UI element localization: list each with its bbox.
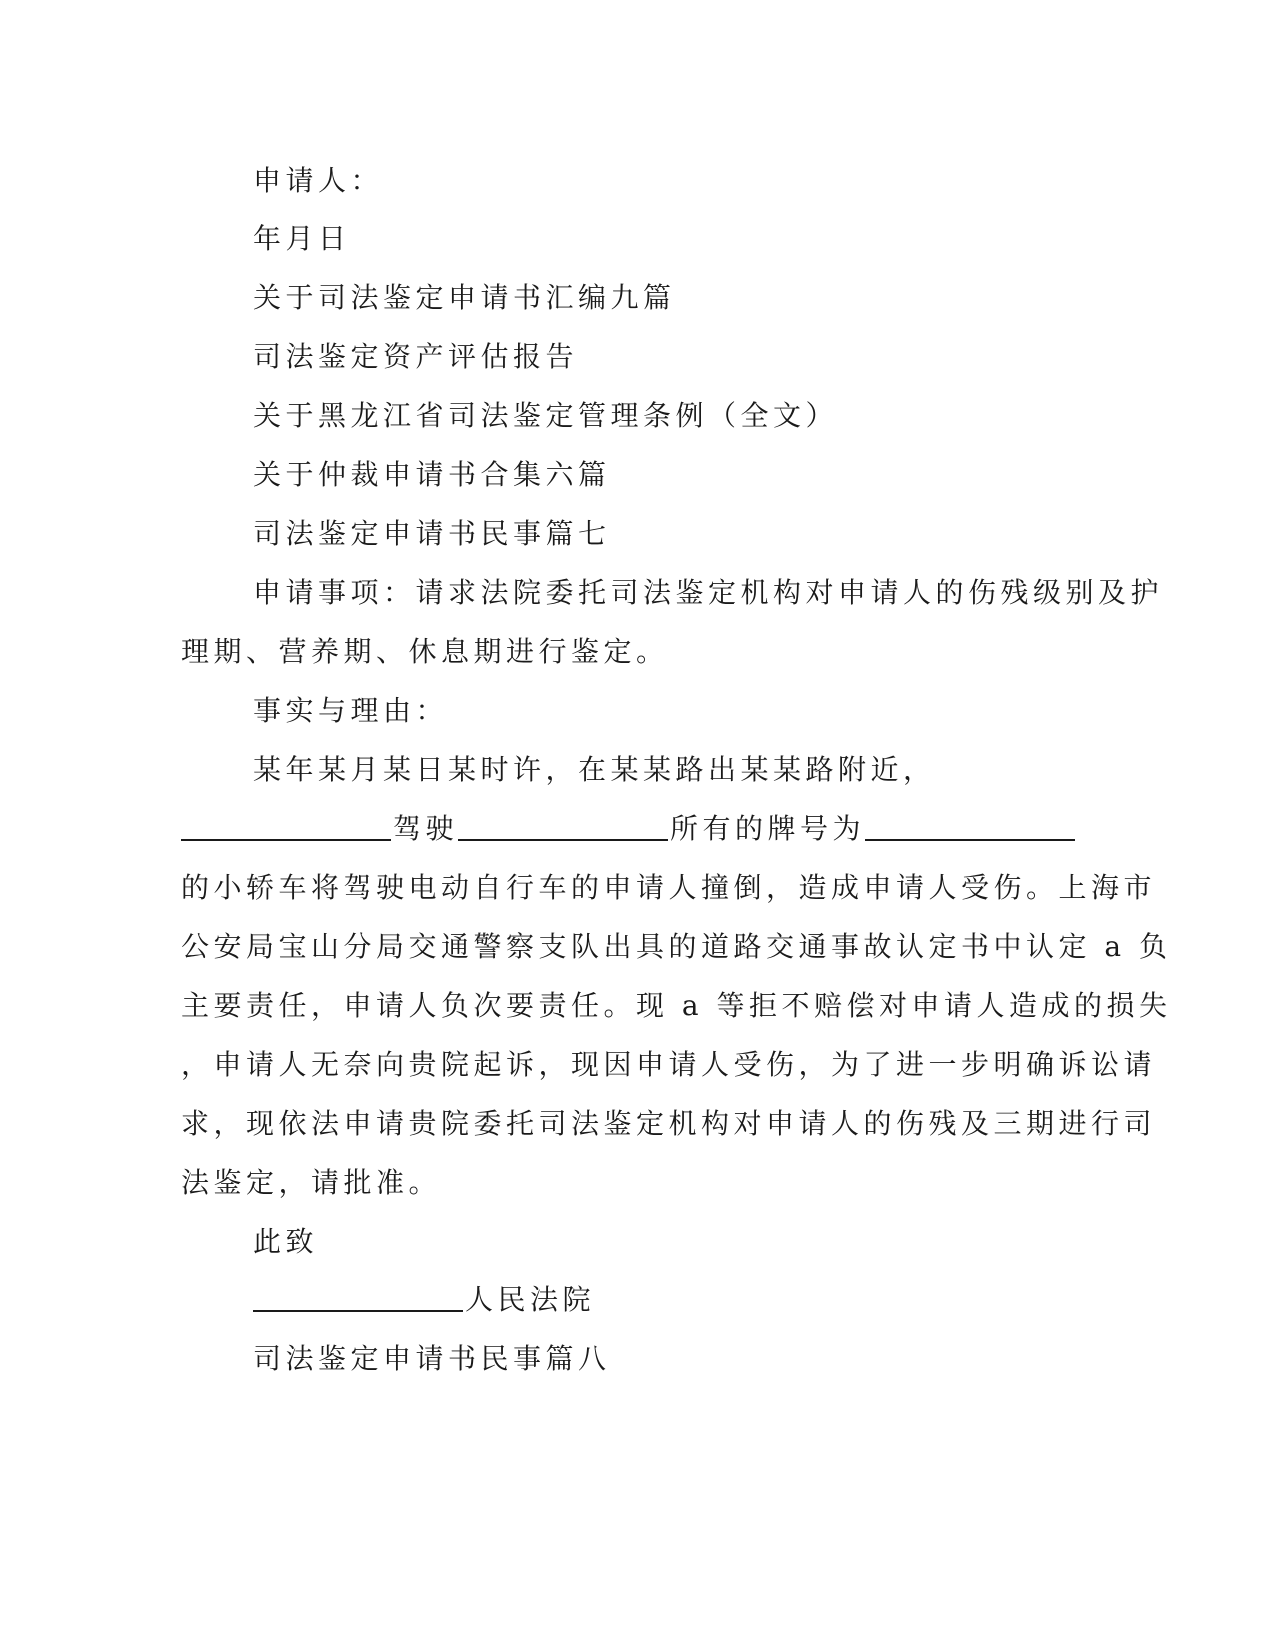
court-name-underline xyxy=(253,1310,463,1312)
related-title-1: 关于司法鉴定申请书汇编九篇 xyxy=(253,281,676,314)
request-items-line-2: 理期、营养期、休息期进行鉴定。 xyxy=(181,635,669,668)
blank-underline-driver xyxy=(181,839,391,841)
blank-underline-owner xyxy=(458,839,668,841)
drive-text: 驾驶 xyxy=(393,812,459,845)
court-suffix: 人民法院 xyxy=(465,1283,596,1316)
court-line xyxy=(253,1270,1053,1330)
related-title-2: 司法鉴定资产评估报告 xyxy=(253,340,579,373)
body-line-1: 的小轿车将驾驶电动自行车的申请人撞倒，造成申请人受伤。上海市 xyxy=(181,871,1157,904)
blank-underline-plate xyxy=(865,839,1075,841)
request-items-line-1: 申请事项：请求法院委托司法鉴定机构对申请人的伤残级别及护 xyxy=(253,576,1164,609)
body-line-4: ，申请人无奈向贵院起诉，现因申请人受伤，为了进一步明确诉讼请 xyxy=(181,1048,1157,1081)
body-line-3: 主要责任，申请人负次要责任。现 a 等拒不赔偿对申请人造成的损失 xyxy=(181,989,1172,1022)
facts-heading: 事实与理由： xyxy=(253,694,449,727)
body-line-5: 求，现依法申请贵院委托司法鉴定机构对申请人的伤残及三期进行司 xyxy=(181,1107,1157,1140)
related-title-4: 关于仲裁申请书合集六篇 xyxy=(253,458,611,491)
body-line-6: 法鉴定，请批准。 xyxy=(181,1166,442,1199)
closing-text: 此致 xyxy=(253,1225,319,1258)
applicant-label: 申请人： xyxy=(253,164,384,197)
plate-text: 所有的牌号为 xyxy=(670,812,866,845)
section-title-8: 司法鉴定申请书民事篇八 xyxy=(253,1342,611,1375)
facts-line-1: 某年某月某日某时许，在某某路出某某路附近， xyxy=(253,753,936,786)
body-line-2: 公安局宝山分局交通警察支队出具的道路交通事故认定书中认定 a 负 xyxy=(181,930,1172,963)
related-title-3: 关于黑龙江省司法鉴定管理条例（全文） xyxy=(253,399,839,432)
section-title-7: 司法鉴定申请书民事篇七 xyxy=(253,517,611,550)
blank-fill-line xyxy=(181,799,1041,859)
date-line: 年月日 xyxy=(253,222,351,255)
